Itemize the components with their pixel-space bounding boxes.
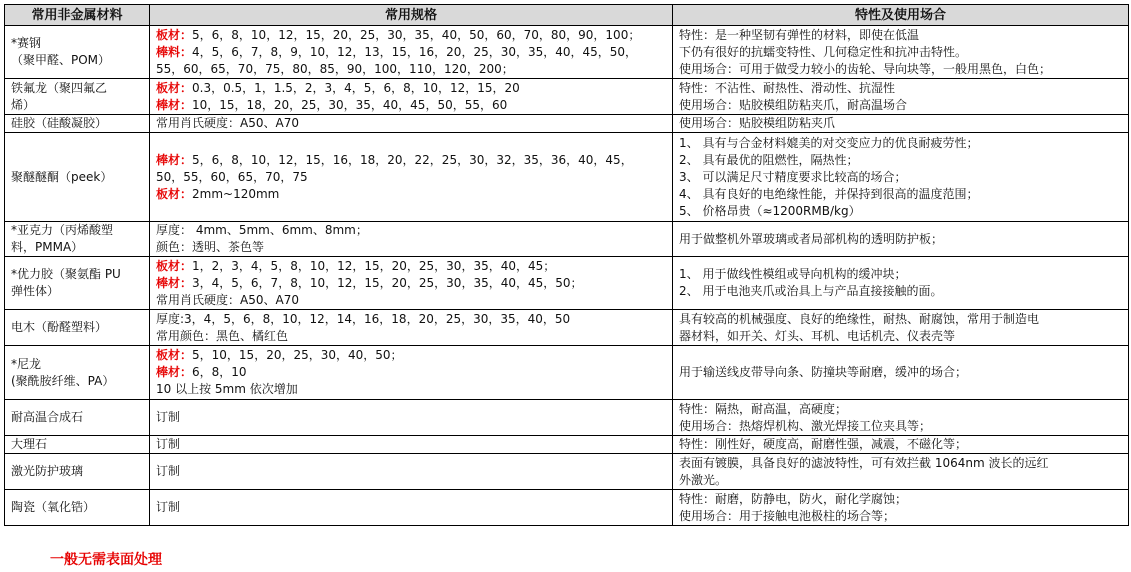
material-cell (5, 133, 150, 222)
material-line: 弹性体） (11, 284, 60, 298)
spec-cell (150, 400, 673, 436)
spec-type-label: 板材： (156, 258, 193, 273)
feature-line: 使用场合：贴胶模组防粘夹爪，耐高温场合 (679, 97, 908, 112)
material-line: 料，PMMA） (11, 240, 84, 254)
spec-line (156, 239, 666, 256)
header-row (5, 5, 1129, 26)
material-line: 电木（酚醛塑料） (11, 320, 108, 334)
material-line: *优力胶（聚氨酯 PU (11, 267, 121, 281)
spec-cell (150, 436, 673, 454)
material-cell (5, 454, 150, 490)
spec-type-label: 棒材： (156, 97, 193, 112)
feature-line: 特性：是一种坚韧有弹性的材料，即使在低温 (679, 27, 920, 42)
feature-line: 用于做整机外罩玻璃或者局部机构的透明防护板； (679, 231, 944, 246)
spec-values: 5，6，8，10，12，15，16，18，20，22，25，30，32，35，36，40，45， (192, 152, 633, 167)
material-line: *尼龙 (11, 356, 42, 371)
feature-line: 外激光。 (679, 472, 728, 487)
features-cell (673, 26, 1129, 79)
material-line: 耐高温合成石 (11, 410, 84, 424)
spec-line (156, 292, 666, 309)
spec-line (156, 381, 666, 398)
spec-values: 10，15，18，20，25，30，35，40，45，50，55，60 (192, 97, 508, 112)
feature-line: 下仍有很好的抗蠕变特性、几何稳定性和抗冲击特性。 (679, 44, 968, 59)
spec-line (156, 275, 666, 292)
spec-cell (150, 133, 673, 222)
spec-line (156, 311, 666, 328)
spec-values: 订制 (156, 500, 181, 514)
spec-values: 常用肖氏硬度：A50、A70 (156, 292, 299, 307)
spec-cell (150, 115, 673, 133)
spec-type-label: 板材： (156, 27, 193, 42)
spec-line (156, 186, 666, 203)
material-line: 大理石 (11, 437, 48, 451)
feature-line: 特性：不沾性、耐热性、滑动性、抗湿性 (679, 80, 896, 95)
material-cell (5, 26, 150, 79)
material-line: （聚甲醛、POM） (11, 53, 111, 67)
table-body (5, 26, 1129, 526)
spec-cell (150, 346, 673, 400)
spec-type-label: 棒料： (156, 44, 193, 59)
feature-line: 表面有镀膜，具备良好的滤波特性，可有效拦截 1064nm 波长的远红 (679, 455, 1049, 470)
spec-line (156, 436, 666, 453)
spec-cell (150, 490, 673, 526)
materials-table (4, 4, 1129, 526)
table-row (5, 436, 1129, 454)
spec-cell (150, 222, 673, 257)
spec-line (156, 97, 666, 114)
features-cell (673, 115, 1129, 133)
feature-line: 1、 用于做线性模组或导向机构的缓冲块； (679, 267, 907, 281)
feature-line: 2、 用于电池夹爪或治具上与产品直接接触的面。 (679, 284, 943, 298)
spec-values: 5，6，8，10，12，15，20，25，30，35，40，50，60，70，80，90，100； (192, 27, 641, 42)
table-row (5, 133, 1129, 222)
feature-line: 2、 具有最优的阻燃性，隔热性； (679, 152, 859, 167)
spec-cell (150, 26, 673, 79)
spec-line (156, 169, 666, 186)
material-line: *亚克力（丙烯酸塑 (11, 223, 114, 237)
spec-values: 10 以上按 5mm 依次增加 (156, 382, 298, 396)
spec-cell (150, 257, 673, 310)
material-line: 铁氟龙（聚四氟乙 (11, 80, 108, 95)
features-cell (673, 310, 1129, 346)
material-cell (5, 222, 150, 257)
features-cell (673, 79, 1129, 115)
table-row (5, 454, 1129, 490)
spec-values: 55，60，65，70，75，80，85，90，100，110，120，200； (156, 61, 514, 76)
features-cell (673, 133, 1129, 222)
material-cell (5, 490, 150, 526)
spec-type-label: 板材： (156, 348, 193, 362)
spec-cell (150, 454, 673, 490)
spec-values: 常用肖氏硬度：A50、A70 (156, 116, 299, 130)
material-cell (5, 257, 150, 310)
spec-cell (150, 79, 673, 115)
material-line: 聚醚醚酮（peek） (11, 169, 113, 184)
spec-type-label: 棒材： (156, 365, 193, 379)
features-cell (673, 436, 1129, 454)
material-cell (5, 115, 150, 133)
spec-values: 订制 (156, 464, 181, 478)
feature-line: 用于输送线皮带导向条、防撞块等耐磨，缓冲的场合； (679, 365, 968, 379)
material-cell (5, 79, 150, 115)
spec-type-label: 棒材： (156, 275, 193, 290)
spec-values: 6，8，10 (192, 365, 247, 379)
features-cell (673, 454, 1129, 490)
features-cell (673, 400, 1129, 436)
header-features: 特性及使用场合 (673, 5, 1129, 26)
spec-values: 厚度： 4mm、5mm、6mm、8mm； (156, 223, 368, 237)
table-row (5, 79, 1129, 115)
table-row (5, 346, 1129, 400)
spec-values: 2mm~120mm (192, 186, 280, 201)
material-cell (5, 310, 150, 346)
spec-line (156, 152, 666, 169)
material-cell (5, 400, 150, 436)
spec-values: 厚度:3，4，5，6，8，10，12，14，16，18，20，25，30，35，40，50 (156, 311, 571, 326)
feature-line: 5、 价格昂贵（≈1200RMB/kg） (679, 203, 861, 218)
material-cell (5, 346, 150, 400)
spec-line (156, 328, 666, 345)
spec-line (156, 499, 666, 516)
spec-type-label: 板材： (156, 186, 193, 201)
spec-values: 1，2，3，4，5，8，10，12，15，20，25，30，35，40，45； (192, 258, 556, 273)
material-line: *赛钢 (11, 36, 42, 50)
feature-line: 3、 可以满足尺寸精度要求比较高的场合； (679, 169, 907, 184)
spec-line (156, 409, 666, 426)
material-line: 烯） (11, 97, 36, 112)
spec-line (156, 44, 666, 61)
material-line: (聚酰胺纤维、PA） (11, 373, 115, 388)
material-line: 激光防护玻璃 (11, 464, 84, 478)
spec-line (156, 61, 666, 78)
feature-line: 具有较高的机械强度、良好的绝缘性，耐热、耐腐蚀，常用于制造电 (679, 311, 1040, 326)
feature-line: 使用场合：热熔焊机构、激光焊接工位夹具等； (679, 418, 932, 433)
features-cell (673, 222, 1129, 257)
feature-line: 4、 具有良好的电绝缘性能，并保持到很高的温度范围； (679, 186, 979, 201)
table-row (5, 115, 1129, 133)
table-row (5, 310, 1129, 346)
spec-line (156, 27, 666, 44)
spec-line (156, 115, 666, 132)
features-cell (673, 346, 1129, 400)
spec-values: 常用颜色：黑色、橘红色 (156, 328, 289, 343)
spec-values: 订制 (156, 437, 181, 451)
feature-line: 1、 具有与合金材料媲美的对交变应力的优良耐疲劳性； (679, 135, 979, 150)
feature-line: 特性：隔热，耐高温，高硬度； (679, 401, 848, 416)
header-spec: 常用规格 (150, 5, 673, 26)
features-cell (673, 490, 1129, 526)
spec-values: 5，10，15，20，25，30，40，50； (192, 348, 403, 362)
spec-values: 订制 (156, 410, 181, 424)
feature-line: 器材料，如开关、灯头、耳机、电话机壳、仪表壳等 (679, 328, 956, 343)
spec-line (156, 80, 666, 97)
spec-values: 颜色：透明、茶色等 (156, 240, 265, 254)
spec-line (156, 364, 666, 381)
feature-line: 使用场合：贴胶模组防粘夹爪 (679, 116, 836, 130)
spec-values: 0.3，0.5，1，1.5，2，3，4，5，6，8，10，12，15，20 (192, 80, 520, 95)
spec-line (156, 347, 666, 364)
table-row (5, 400, 1129, 436)
header-material: 常用非金属材料 (5, 5, 150, 26)
spec-type-label: 板材： (156, 80, 193, 95)
spec-values: 50，55，60，65，70，75 (156, 169, 308, 184)
features-cell (673, 257, 1129, 310)
table-row (5, 490, 1129, 526)
material-line: 陶瓷（氧化锆） (11, 500, 96, 514)
material-line: 硅胶（硅酸凝胶） (11, 116, 108, 130)
spec-type-label: 棒材： (156, 152, 193, 167)
spec-cell (150, 310, 673, 346)
spec-line (156, 463, 666, 480)
table-row (5, 222, 1129, 257)
material-cell (5, 436, 150, 454)
spec-values: 4，5，6，7，8，9，10，12，13，15，16，20，25，30，35，40，45，50， (192, 44, 638, 59)
table-row (5, 26, 1129, 79)
surface-treatment-note: 一般无需表面处理 (50, 552, 162, 568)
feature-line: 使用场合：可用于做受力较小的齿轮、导向块等，一般用黑色，白色； (679, 61, 1052, 76)
feature-line: 特性：刚性好，硬度高，耐磨性强，减震，不磁化等； (679, 437, 968, 451)
spec-line (156, 222, 666, 239)
spec-line (156, 258, 666, 275)
spec-values: 3，4，5，6，7，8，10，12，15，20，25，30，35，40，45，50； (192, 275, 583, 290)
table-row (5, 257, 1129, 310)
feature-line: 使用场合：用于接触电池极柱的场合等； (679, 508, 896, 523)
feature-line: 特性：耐磨，防静电，防火，耐化学腐蚀； (679, 491, 908, 506)
